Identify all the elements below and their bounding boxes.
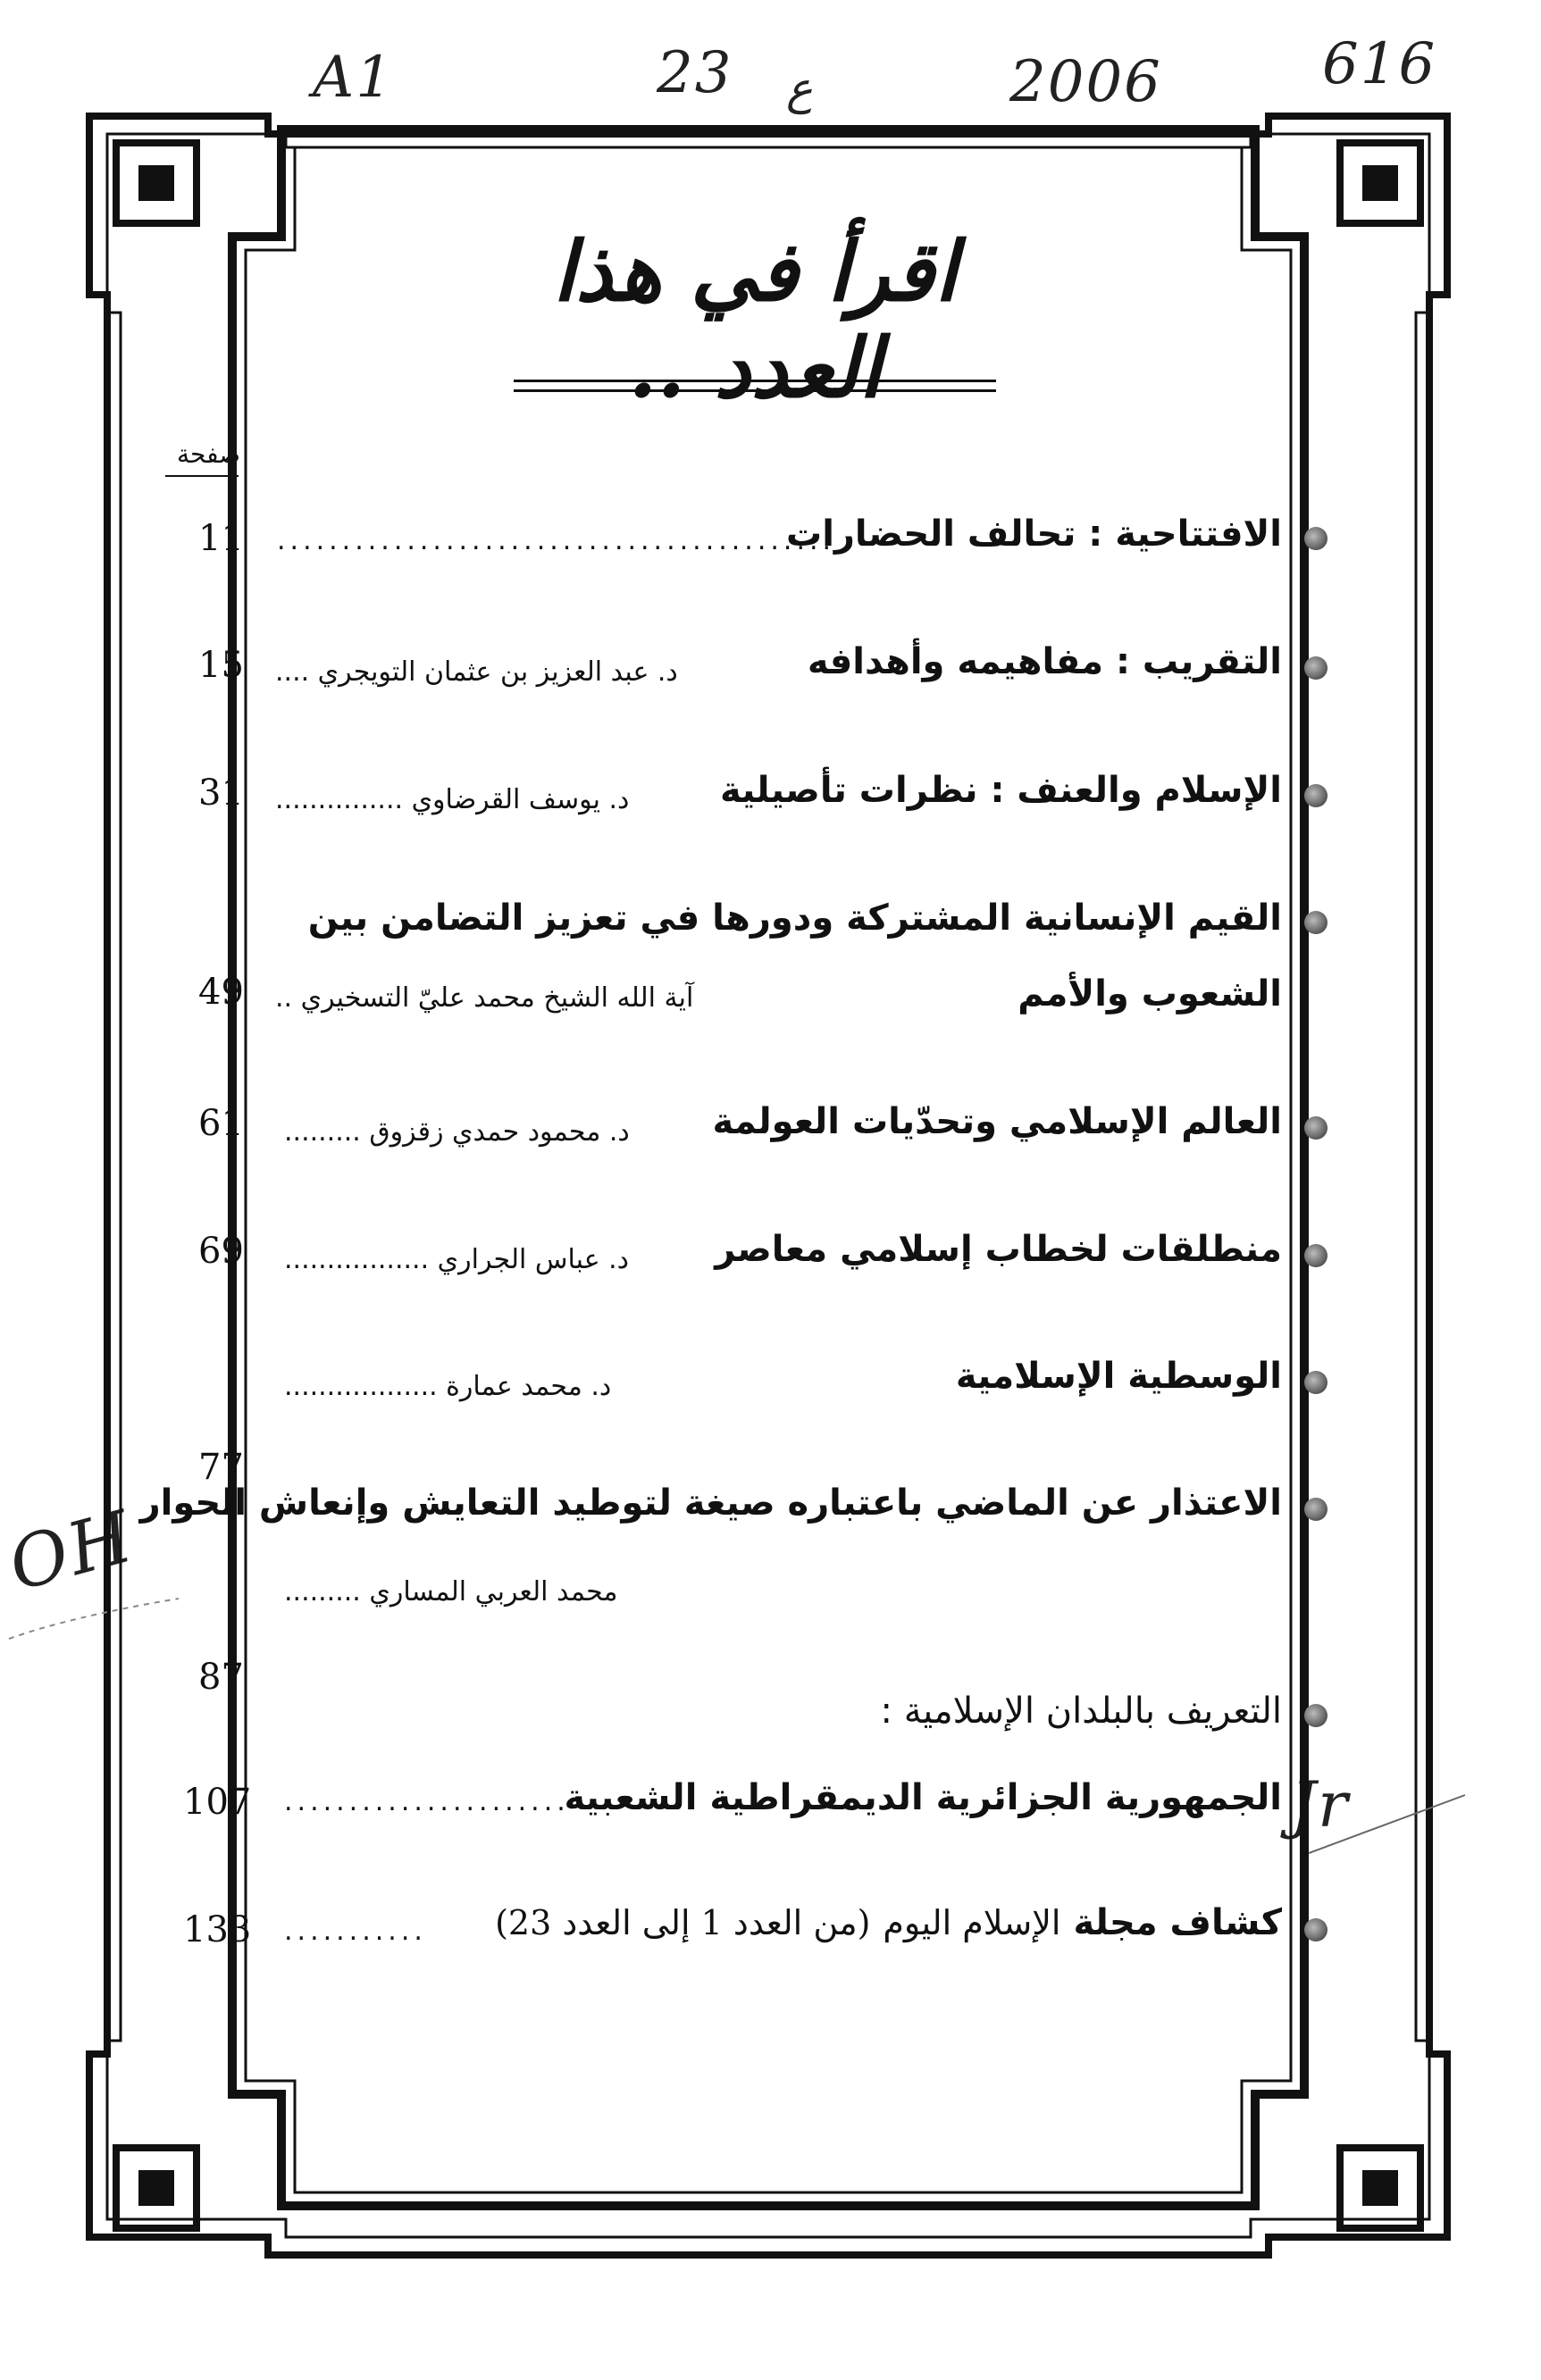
entry-title: الجمهورية الجزائرية الديمقراطية الشعبية bbox=[564, 1777, 1282, 1818]
page-number: 107 bbox=[183, 1782, 252, 1823]
entry-title: الوسطية الإسلامية bbox=[955, 1356, 1282, 1397]
page-number: 87 bbox=[198, 1657, 244, 1698]
entry-author: محمد العربي المساري ......... bbox=[284, 1576, 618, 1608]
page-column-header: صفحة bbox=[177, 439, 241, 469]
page-number: 69 bbox=[198, 1231, 244, 1272]
page-number: 15 bbox=[198, 645, 244, 686]
handwritten-margin-left: OH bbox=[0, 1494, 143, 1608]
issue-range: (من العدد 1 إلى العدد 23) bbox=[495, 1903, 871, 1942]
entry-author: د. محمود حمدي زقزوق ......... bbox=[284, 1116, 630, 1148]
bullet-icon bbox=[1304, 1918, 1327, 1942]
entry-title: الاعتذار عن الماضي باعتباره صيغة لتوطيد التعايش وإنعاش الحوار bbox=[139, 1482, 1282, 1524]
page-title: اقرأ في هذا العدد .. bbox=[552, 223, 958, 416]
handwritten-code: 616 bbox=[1322, 31, 1437, 97]
page-number: 77 bbox=[198, 1447, 244, 1488]
entry-title: الإسلام والعنف : نظرات تأصيلية bbox=[719, 770, 1282, 811]
entry-author: د. عباس الجراري ................. bbox=[284, 1244, 630, 1275]
toc-entry[interactable] bbox=[255, 1691, 1282, 1744]
page-number: 133 bbox=[183, 1909, 252, 1950]
bullet-icon bbox=[1304, 1498, 1327, 1521]
page-number: 61 bbox=[198, 1103, 244, 1144]
title-underline bbox=[514, 380, 996, 382]
bullet-icon bbox=[1304, 1371, 1327, 1394]
toc-entry[interactable] bbox=[139, 1482, 1282, 1536]
entry-title: منطلقات لخطاب إسلامي معاصر bbox=[715, 1229, 1282, 1270]
handwritten-a1: A1 bbox=[313, 45, 394, 111]
bullet-icon bbox=[1304, 1704, 1327, 1727]
entry-title: التقريب : مفاهيمه وأهدافه bbox=[807, 641, 1282, 682]
entry-author: آية الله الشيخ محمد عليّ التسخيري .. bbox=[275, 982, 694, 1014]
bullet-icon bbox=[1304, 784, 1327, 807]
entry-title: القيم الإنسانية المشتركة ودورها في تعزيز التضامن بين bbox=[307, 898, 1282, 939]
page-column-underline bbox=[165, 475, 239, 477]
leader-dots: ........................................... bbox=[277, 525, 836, 556]
bullet-icon bbox=[1304, 1244, 1327, 1267]
entry-author: د. عبد العزيز بن عثمان التويجري .... bbox=[275, 656, 678, 688]
handwritten-issue: 23 bbox=[657, 40, 733, 106]
toc-entry[interactable] bbox=[255, 898, 1282, 951]
leader-dots: ...................... bbox=[284, 1786, 570, 1817]
entry-title-main: كشاف مجلة bbox=[1073, 1902, 1282, 1943]
entry-author: د. يوسف القرضاوي ............... bbox=[275, 784, 630, 815]
bullet-icon bbox=[1304, 527, 1327, 550]
journal-logo: الإسلام اليوم bbox=[883, 1903, 1061, 1942]
handwritten-ayn: ع bbox=[786, 63, 813, 114]
entry-title: التعريف بالبلدان الإسلامية : bbox=[880, 1691, 1282, 1732]
entry-title-line2: الشعوب والأمم bbox=[1018, 973, 1282, 1015]
page-number: 11 bbox=[198, 518, 244, 559]
entry-title: الافتتاحية : تحالف الحضارات bbox=[786, 514, 1282, 555]
entry-author: د. محمد عمارة .................. bbox=[284, 1371, 612, 1402]
entry-title: العالم الإسلامي وتحدّيات العولمة bbox=[712, 1101, 1282, 1142]
title-underline-2 bbox=[514, 389, 996, 392]
page-number: 49 bbox=[198, 972, 244, 1013]
bullet-icon bbox=[1304, 656, 1327, 680]
page-number: 31 bbox=[198, 772, 244, 814]
bullet-icon bbox=[1304, 1116, 1327, 1140]
handwritten-year: 2006 bbox=[1009, 49, 1162, 115]
bullet-icon bbox=[1304, 911, 1327, 934]
leader-dots: ........... bbox=[284, 1916, 427, 1947]
handwritten-margin-right: Jr bbox=[1291, 1768, 1350, 1841]
entry-title bbox=[495, 1902, 1282, 1943]
